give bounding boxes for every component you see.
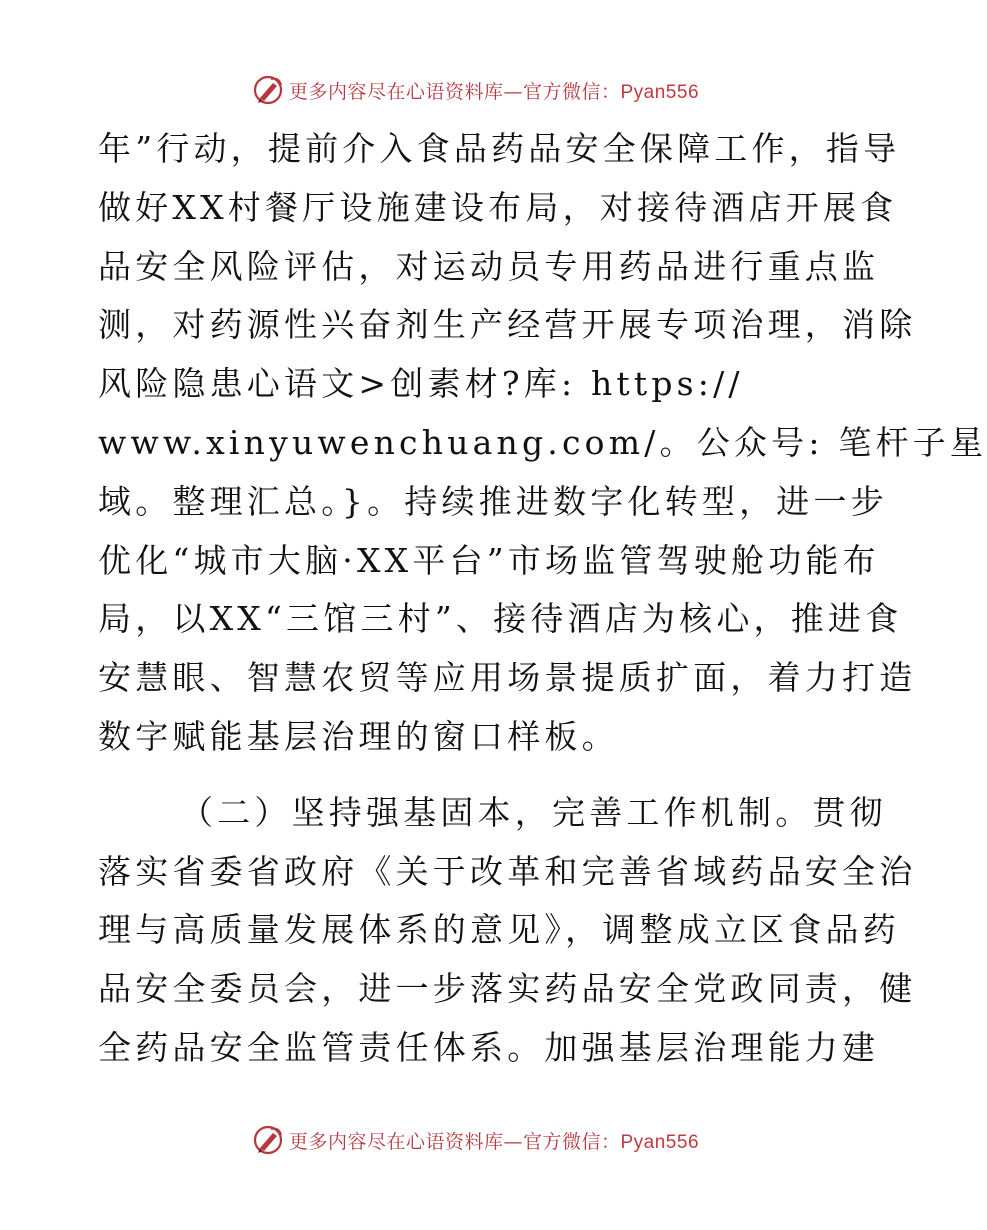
document-body — [98, 120, 987, 1078]
body-line: 数字赋能基层治理的窗口样板。 — [98, 716, 619, 756]
body-line: 落实省委省政府《关于改革和完善省域药品安全治 — [98, 851, 917, 891]
watermark-library: 更多内容尽在心语资料库 — [288, 1130, 504, 1153]
body-line: 品安全委员会，进一步落实药品安全党政同责，健 — [98, 969, 917, 1009]
pen-logo-icon — [251, 1123, 285, 1157]
body-line: 理与高质量发展体系的意见》，调整成立区食品药 — [98, 910, 900, 950]
header-watermark — [0, 72, 950, 108]
watermark-library: 更多内容尽在心语资料库 — [288, 80, 504, 103]
body-line: 品安全风险评估，对运动员专用药品进行重点监 — [98, 246, 880, 286]
body-line: 测，对药源性兴奋剂生产经营开展专项治理，消除 — [98, 305, 917, 345]
watermark-separator: — — [503, 80, 523, 103]
body-line: 风险隐患心语文>创素材?库: https:// — [98, 364, 744, 404]
watermark-text — [289, 1127, 699, 1154]
watermark-contact: 官方微信： — [522, 80, 621, 103]
watermark-separator: — — [503, 1130, 523, 1153]
body-line: 局，以XX“三馆三村”、接待酒店为核心，推进食 — [98, 599, 903, 639]
body-line: 全药品安全监管责任体系。加强基层治理能力建 — [98, 1027, 880, 1067]
watermark-handle: Pyan556 — [620, 1131, 700, 1153]
body-line: 优化“城市大脑·XX平台”市场监管驾驶舱功能布 — [98, 540, 880, 580]
watermark-handle: Pyan556 — [620, 81, 700, 103]
watermark-text — [289, 77, 699, 104]
body-line: 安慧眼、智慧农贸等应用场景提质扩面，着力打造 — [98, 658, 917, 698]
watermark-contact: 官方微信： — [522, 1130, 621, 1153]
body-line: 年”行动，提前介入食品药品安全保障工作，指导 — [98, 129, 901, 168]
body-line: 做好XX村餐厅设施建设布局，对接待酒店开展食 — [98, 187, 898, 227]
body-line: 域。整理汇总。}。持续推进数字化转型，进一步 — [98, 481, 888, 521]
body-line: www.xinyuwenchuang.com/。公众号: 笔杆子星 — [98, 422, 987, 462]
section-heading-line: （二）坚持强基固本，完善工作机制。贯彻 — [180, 792, 887, 832]
footer-watermark — [0, 1122, 950, 1158]
pen-logo-icon — [251, 73, 285, 107]
